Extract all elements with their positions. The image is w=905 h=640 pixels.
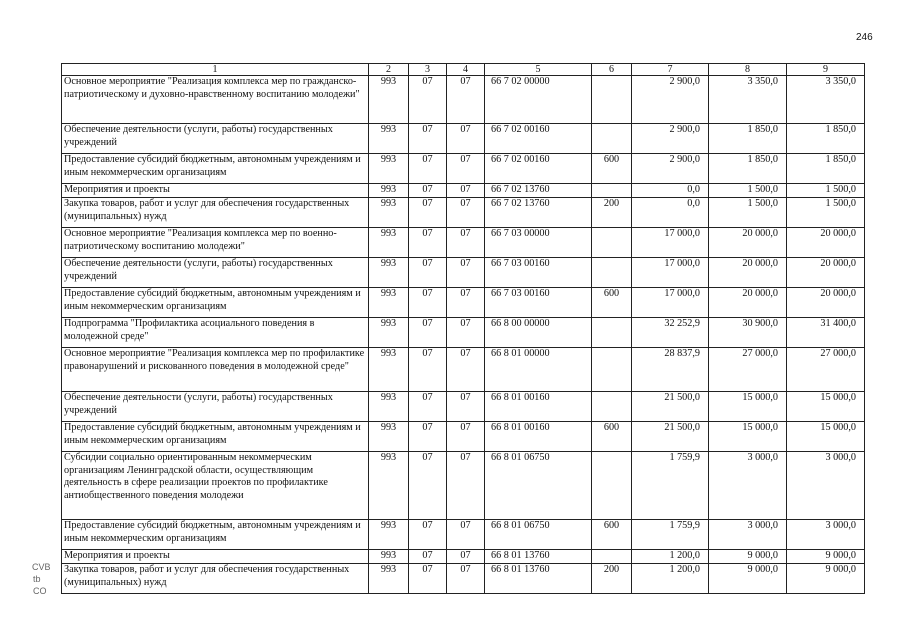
row-name-cell: Обеспечение деятельности (услуги, работы) государственных учреждений: [62, 258, 369, 288]
section-cell: 07: [409, 422, 447, 452]
ministry-code-cell: 993: [369, 76, 409, 124]
section-cell: 07: [409, 550, 447, 564]
expense-type-cell: 600: [592, 288, 632, 318]
expense-type-cell: [592, 318, 632, 348]
header-row: [62, 64, 865, 76]
amount-col9-cell: 3 000,0: [787, 452, 865, 520]
target-article-cell: 66 8 01 00000: [485, 348, 592, 392]
column-header: 7: [632, 64, 709, 76]
row-name-cell: Предоставление субсидий бюджетным, автономным учреждениям и иным некоммерческим организациям: [62, 422, 369, 452]
amount-col9-cell: 1 850,0: [787, 154, 865, 184]
amount-col8-cell: 9 000,0: [709, 564, 787, 594]
ministry-code-cell: 993: [369, 198, 409, 228]
table-row: [62, 452, 865, 520]
column-header: 4: [447, 64, 485, 76]
target-article-cell: 66 7 02 00160: [485, 124, 592, 154]
amount-col7-cell: 17 000,0: [632, 228, 709, 258]
table-row: [62, 564, 865, 594]
section-cell: 07: [409, 154, 447, 184]
subsection-cell: 07: [447, 550, 485, 564]
table-row: [62, 288, 865, 318]
amount-col8-cell: 27 000,0: [709, 348, 787, 392]
subsection-cell: 07: [447, 228, 485, 258]
subsection-cell: 07: [447, 198, 485, 228]
section-cell: 07: [409, 392, 447, 422]
column-header: 9: [787, 64, 865, 76]
amount-col7-cell: 28 837,9: [632, 348, 709, 392]
section-cell: 07: [409, 198, 447, 228]
section-cell: 07: [409, 520, 447, 550]
amount-col8-cell: 1 500,0: [709, 198, 787, 228]
amount-col9-cell: 1 500,0: [787, 198, 865, 228]
amount-col7-cell: 1 759,9: [632, 452, 709, 520]
subsection-cell: 07: [447, 520, 485, 550]
target-article-cell: 66 8 01 06750: [485, 520, 592, 550]
subsection-cell: 07: [447, 76, 485, 124]
section-cell: 07: [409, 452, 447, 520]
row-name-cell: Субсидии социально ориентированным некоммерческим организациям Ленинградской области, осуществляющим деятельность в сфере реализации проектов по профилактике антиобщественного поведения молодежи: [62, 452, 369, 520]
expense-type-cell: 600: [592, 154, 632, 184]
ministry-code-cell: 993: [369, 288, 409, 318]
row-name-cell: Обеспечение деятельности (услуги, работы) государственных учреждений: [62, 124, 369, 154]
column-header: 1: [62, 64, 369, 76]
expense-type-cell: [592, 184, 632, 198]
subsection-cell: 07: [447, 392, 485, 422]
table-row: [62, 348, 865, 392]
row-name-cell: Основное мероприятие "Реализация комплекса мер по профилактике правонарушений и рискованного поведения в молодежной среде": [62, 348, 369, 392]
amount-col9-cell: 31 400,0: [787, 318, 865, 348]
column-header: 5: [485, 64, 592, 76]
column-header: 2: [369, 64, 409, 76]
amount-col8-cell: 3 000,0: [709, 520, 787, 550]
expense-type-cell: 600: [592, 520, 632, 550]
table-row: [62, 198, 865, 228]
ministry-code-cell: 993: [369, 228, 409, 258]
row-name-cell: Предоставление субсидий бюджетным, автономным учреждениям и иным некоммерческим организациям: [62, 154, 369, 184]
expense-type-cell: 200: [592, 198, 632, 228]
section-cell: 07: [409, 564, 447, 594]
row-name-cell: Мероприятия и проекты: [62, 184, 369, 198]
ministry-code-cell: 993: [369, 392, 409, 422]
subsection-cell: 07: [447, 288, 485, 318]
section-cell: 07: [409, 288, 447, 318]
row-name-cell: Закупка товаров, работ и услуг для обеспечения государственных (муниципальных) нужд: [62, 198, 369, 228]
ministry-code-cell: 993: [369, 422, 409, 452]
amount-col9-cell: 3 000,0: [787, 520, 865, 550]
section-cell: 07: [409, 76, 447, 124]
amount-col8-cell: 15 000,0: [709, 422, 787, 452]
column-header: 8: [709, 64, 787, 76]
target-article-cell: 66 7 02 00160: [485, 154, 592, 184]
amount-col9-cell: 20 000,0: [787, 288, 865, 318]
table-row: [62, 76, 865, 124]
section-cell: 07: [409, 348, 447, 392]
target-article-cell: 66 7 03 00000: [485, 228, 592, 258]
amount-col7-cell: 2 900,0: [632, 124, 709, 154]
target-article-cell: 66 8 01 00160: [485, 422, 592, 452]
expense-type-cell: [592, 258, 632, 288]
amount-col7-cell: 1 200,0: [632, 564, 709, 594]
row-name-cell: Предоставление субсидий бюджетным, автономным учреждениям и иным некоммерческим организациям: [62, 288, 369, 318]
subsection-cell: 07: [447, 184, 485, 198]
amount-col8-cell: 3 350,0: [709, 76, 787, 124]
row-name-cell: Предоставление субсидий бюджетным, автономным учреждениям и иным некоммерческим организациям: [62, 520, 369, 550]
subsection-cell: 07: [447, 564, 485, 594]
ministry-code-cell: 993: [369, 452, 409, 520]
margin-mark: tb: [33, 574, 41, 584]
row-name-cell: Основное мероприятие "Реализация комплекса мер по гражданско-патриотическому и духовно-нравственному воспитанию молодежи": [62, 76, 369, 124]
ministry-code-cell: 993: [369, 124, 409, 154]
table-row: [62, 422, 865, 452]
amount-col9-cell: 27 000,0: [787, 348, 865, 392]
subsection-cell: 07: [447, 154, 485, 184]
amount-col9-cell: 1 850,0: [787, 124, 865, 154]
amount-col7-cell: 2 900,0: [632, 154, 709, 184]
target-article-cell: 66 8 01 13760: [485, 564, 592, 594]
amount-col8-cell: 9 000,0: [709, 550, 787, 564]
amount-col8-cell: 1 850,0: [709, 124, 787, 154]
amount-col7-cell: 1 200,0: [632, 550, 709, 564]
row-name-cell: Мероприятия и проекты: [62, 550, 369, 564]
amount-col7-cell: 17 000,0: [632, 288, 709, 318]
table-row: [62, 228, 865, 258]
table-row: [62, 318, 865, 348]
amount-col7-cell: 32 252,9: [632, 318, 709, 348]
section-cell: 07: [409, 258, 447, 288]
subsection-cell: 07: [447, 318, 485, 348]
amount-col7-cell: 2 900,0: [632, 76, 709, 124]
expense-type-cell: [592, 550, 632, 564]
target-article-cell: 66 7 02 00000: [485, 76, 592, 124]
target-article-cell: 66 8 01 13760: [485, 550, 592, 564]
column-header: 6: [592, 64, 632, 76]
table-row: [62, 154, 865, 184]
ministry-code-cell: 993: [369, 258, 409, 288]
ministry-code-cell: 993: [369, 318, 409, 348]
amount-col8-cell: 20 000,0: [709, 258, 787, 288]
amount-col9-cell: 9 000,0: [787, 564, 865, 594]
target-article-cell: 66 8 01 06750: [485, 452, 592, 520]
expense-type-cell: [592, 76, 632, 124]
amount-col8-cell: 1 500,0: [709, 184, 787, 198]
subsection-cell: 07: [447, 422, 485, 452]
expense-type-cell: [592, 124, 632, 154]
table-row: [62, 124, 865, 154]
target-article-cell: 66 7 02 13760: [485, 184, 592, 198]
amount-col8-cell: 20 000,0: [709, 228, 787, 258]
section-cell: 07: [409, 184, 447, 198]
column-header: 3: [409, 64, 447, 76]
table-row: [62, 392, 865, 422]
target-article-cell: 66 8 00 00000: [485, 318, 592, 348]
expense-type-cell: [592, 348, 632, 392]
ministry-code-cell: 993: [369, 520, 409, 550]
amount-col7-cell: 17 000,0: [632, 258, 709, 288]
target-article-cell: 66 7 03 00160: [485, 288, 592, 318]
margin-mark: CVB: [32, 562, 51, 572]
row-name-cell: Основное мероприятие "Реализация комплекса мер по военно-патриотическому воспитанию молодежи": [62, 228, 369, 258]
row-name-cell: Подпрограмма "Профилактика асоциального поведения в молодежной среде": [62, 318, 369, 348]
expense-type-cell: [592, 392, 632, 422]
amount-col7-cell: 1 759,9: [632, 520, 709, 550]
page-number: 246: [856, 32, 873, 43]
ministry-code-cell: 993: [369, 184, 409, 198]
subsection-cell: 07: [447, 124, 485, 154]
margin-mark: CO: [33, 586, 47, 596]
amount-col8-cell: 20 000,0: [709, 288, 787, 318]
amount-col9-cell: 20 000,0: [787, 258, 865, 288]
table-body: [62, 76, 865, 594]
amount-col7-cell: 21 500,0: [632, 392, 709, 422]
target-article-cell: 66 8 01 00160: [485, 392, 592, 422]
ministry-code-cell: 993: [369, 154, 409, 184]
table-row: [62, 258, 865, 288]
amount-col9-cell: 15 000,0: [787, 392, 865, 422]
ministry-code-cell: 993: [369, 564, 409, 594]
row-name-cell: Закупка товаров, работ и услуг для обеспечения государственных (муниципальных) нужд: [62, 564, 369, 594]
subsection-cell: 07: [447, 452, 485, 520]
expense-type-cell: 200: [592, 564, 632, 594]
amount-col9-cell: 15 000,0: [787, 422, 865, 452]
subsection-cell: 07: [447, 348, 485, 392]
ministry-code-cell: 993: [369, 550, 409, 564]
section-cell: 07: [409, 228, 447, 258]
expense-type-cell: 600: [592, 422, 632, 452]
table-row: [62, 520, 865, 550]
subsection-cell: 07: [447, 258, 485, 288]
amount-col9-cell: 3 350,0: [787, 76, 865, 124]
target-article-cell: 66 7 03 00160: [485, 258, 592, 288]
amount-col8-cell: 15 000,0: [709, 392, 787, 422]
amount-col8-cell: 30 900,0: [709, 318, 787, 348]
section-cell: 07: [409, 124, 447, 154]
ministry-code-cell: 993: [369, 348, 409, 392]
amount-col7-cell: 0,0: [632, 184, 709, 198]
row-name-cell: Обеспечение деятельности (услуги, работы) государственных учреждений: [62, 392, 369, 422]
amount-col9-cell: 1 500,0: [787, 184, 865, 198]
amount-col9-cell: 9 000,0: [787, 550, 865, 564]
table-row: [62, 550, 865, 564]
expense-type-cell: [592, 452, 632, 520]
section-cell: 07: [409, 318, 447, 348]
amount-col8-cell: 1 850,0: [709, 154, 787, 184]
expense-type-cell: [592, 228, 632, 258]
target-article-cell: 66 7 02 13760: [485, 198, 592, 228]
amount-col7-cell: 21 500,0: [632, 422, 709, 452]
budget-table: [61, 63, 865, 594]
table-row: [62, 184, 865, 198]
amount-col7-cell: 0,0: [632, 198, 709, 228]
amount-col9-cell: 20 000,0: [787, 228, 865, 258]
amount-col8-cell: 3 000,0: [709, 452, 787, 520]
